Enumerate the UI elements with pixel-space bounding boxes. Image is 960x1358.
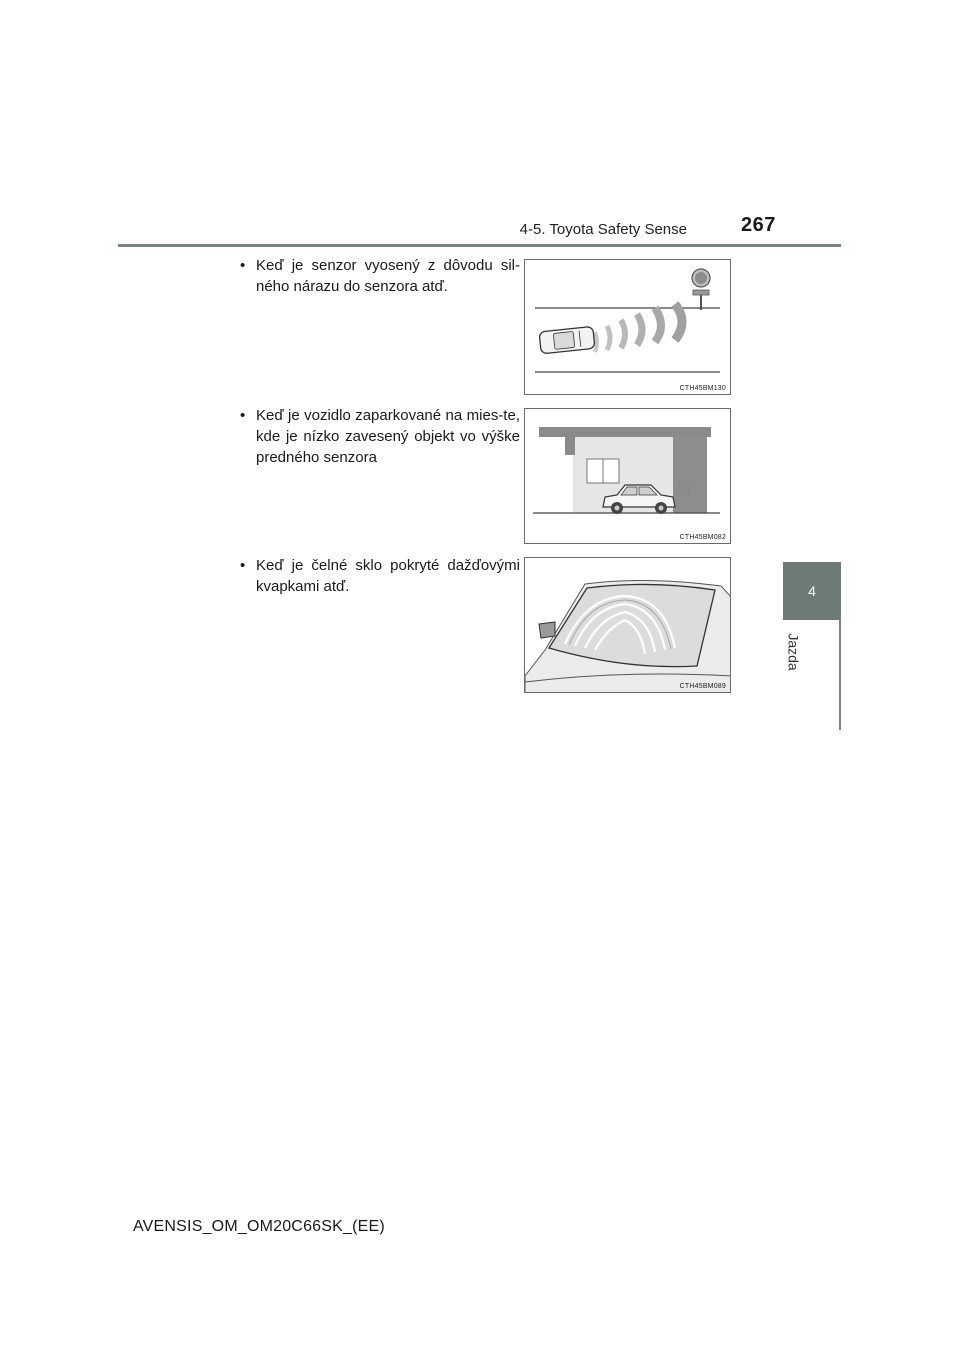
bullet-text: Keď je senzor vyosený z dôvodu sil-ného nárazu do senzora atď. bbox=[256, 257, 520, 295]
figure-code: CTH45BM082 bbox=[679, 534, 726, 541]
bullet-text: Keď je čelné sklo pokryté dažďovými kvapkami atď. bbox=[256, 557, 520, 595]
chapter-label-wrap bbox=[783, 622, 805, 682]
figure-misaligned-sensor bbox=[524, 259, 731, 395]
bullet-text: Keď je vozidlo zaparkované na mies-te, kde je nízko zavesený objekt vo výške predného senzora bbox=[256, 407, 520, 466]
bullet-item-3 bbox=[240, 555, 520, 597]
section-title: 4-5. Toyota Safety Sense bbox=[519, 221, 687, 238]
bullet-dot: • bbox=[240, 257, 246, 274]
figure-code: CTH45BM089 bbox=[679, 683, 726, 690]
page-number: 267 bbox=[741, 214, 776, 236]
document-id: AVENSIS_OM_OM20C66SK_(EE) bbox=[133, 1218, 385, 1235]
chapter-number: 4 bbox=[808, 583, 816, 599]
figure-raindrops-windshield bbox=[524, 557, 731, 693]
chapter-tab bbox=[783, 562, 841, 620]
bullet-item-1 bbox=[240, 255, 520, 297]
bullet-dot: • bbox=[240, 557, 246, 574]
figure-code: CTH45BM130 bbox=[679, 385, 726, 392]
chapter-label: Jazda bbox=[786, 633, 803, 671]
figure-low-hanging-object bbox=[524, 408, 731, 544]
bullet-dot: • bbox=[240, 407, 246, 424]
bullet-item-2 bbox=[240, 405, 520, 468]
illustration-car-sensor-beam bbox=[525, 260, 731, 395]
header-divider bbox=[118, 244, 841, 247]
illustration-wet-windshield bbox=[525, 558, 731, 693]
illustration-car-under-canopy bbox=[525, 409, 731, 544]
chapter-tab-rule bbox=[839, 620, 841, 730]
